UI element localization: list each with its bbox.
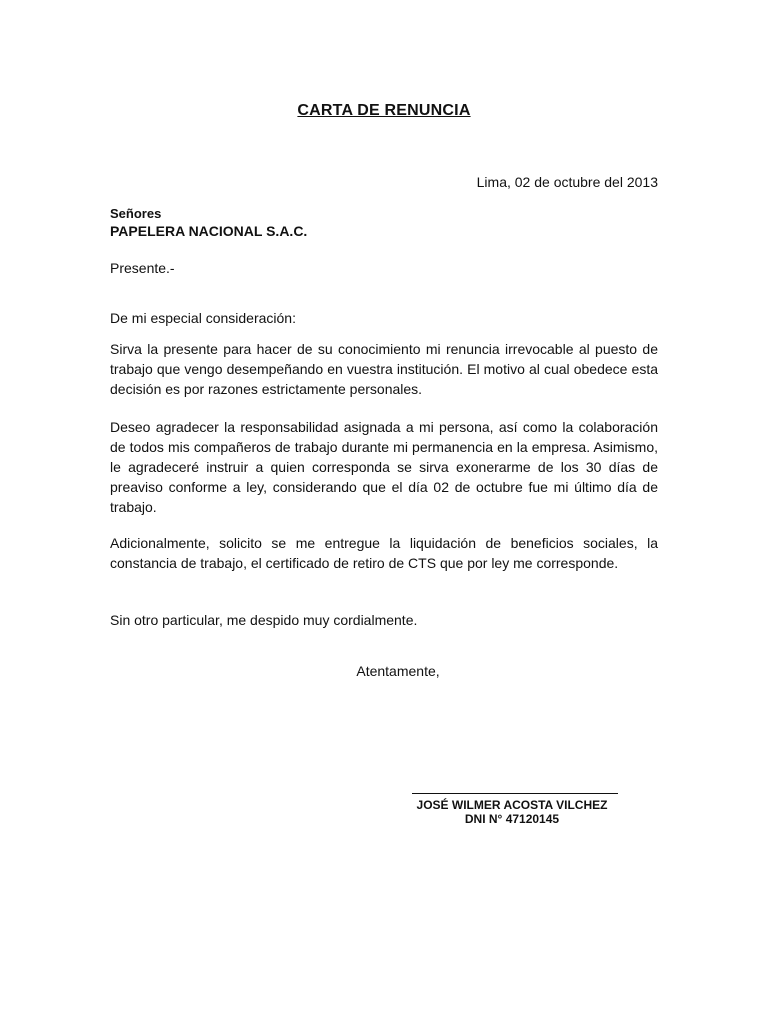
signature-id: DNI N° 47120145: [464, 812, 560, 826]
paragraph-farewell: Sin otro particular, me despido muy cordialmente.: [110, 612, 418, 628]
greeting: Presente.-: [110, 260, 175, 276]
signature-line: [412, 793, 618, 794]
recipient-salutation: Señores: [110, 206, 162, 221]
paragraph-request: Adicionalmente, solicito se me entregue la liquidación de beneficios sociales, la constancia de trabajo, el certificado de retiro de CTS que por ley me corresponde.: [110, 535, 658, 571]
paragraph-gratitude: Deseo agradecer la responsabilidad asignada a mi persona, así como la colaboración de todos mis compañeros de trabajo durante mi permanencia en la empresa. Asimismo, le agradeceré instruir a quien corresponda se sirva exonerarme de los 30 días de preaviso conforme a ley, considerando que el día 02 de octubre fue mi último día de trabajo.: [110, 419, 658, 515]
letter-date: Lima, 02 de octubre del 2013: [476, 174, 658, 190]
closing: Atentamente,: [356, 663, 440, 679]
paragraph-resignation: Sirva la presente para hacer de su conocimiento mi renuncia irrevocable al puesto de trabajo que vengo desempeñando en vuestra institución. El motivo al cual obedece esta decisión es por razones estrictamente personales.: [110, 341, 658, 397]
letter-title: CARTA DE RENUNCIA: [297, 102, 471, 119]
salutation: De mi especial consideración:: [110, 310, 296, 326]
signature-name: JOSÉ WILMER ACOSTA VILCHEZ: [416, 798, 608, 812]
recipient-company: PAPELERA NACIONAL S.A.C.: [110, 223, 308, 239]
